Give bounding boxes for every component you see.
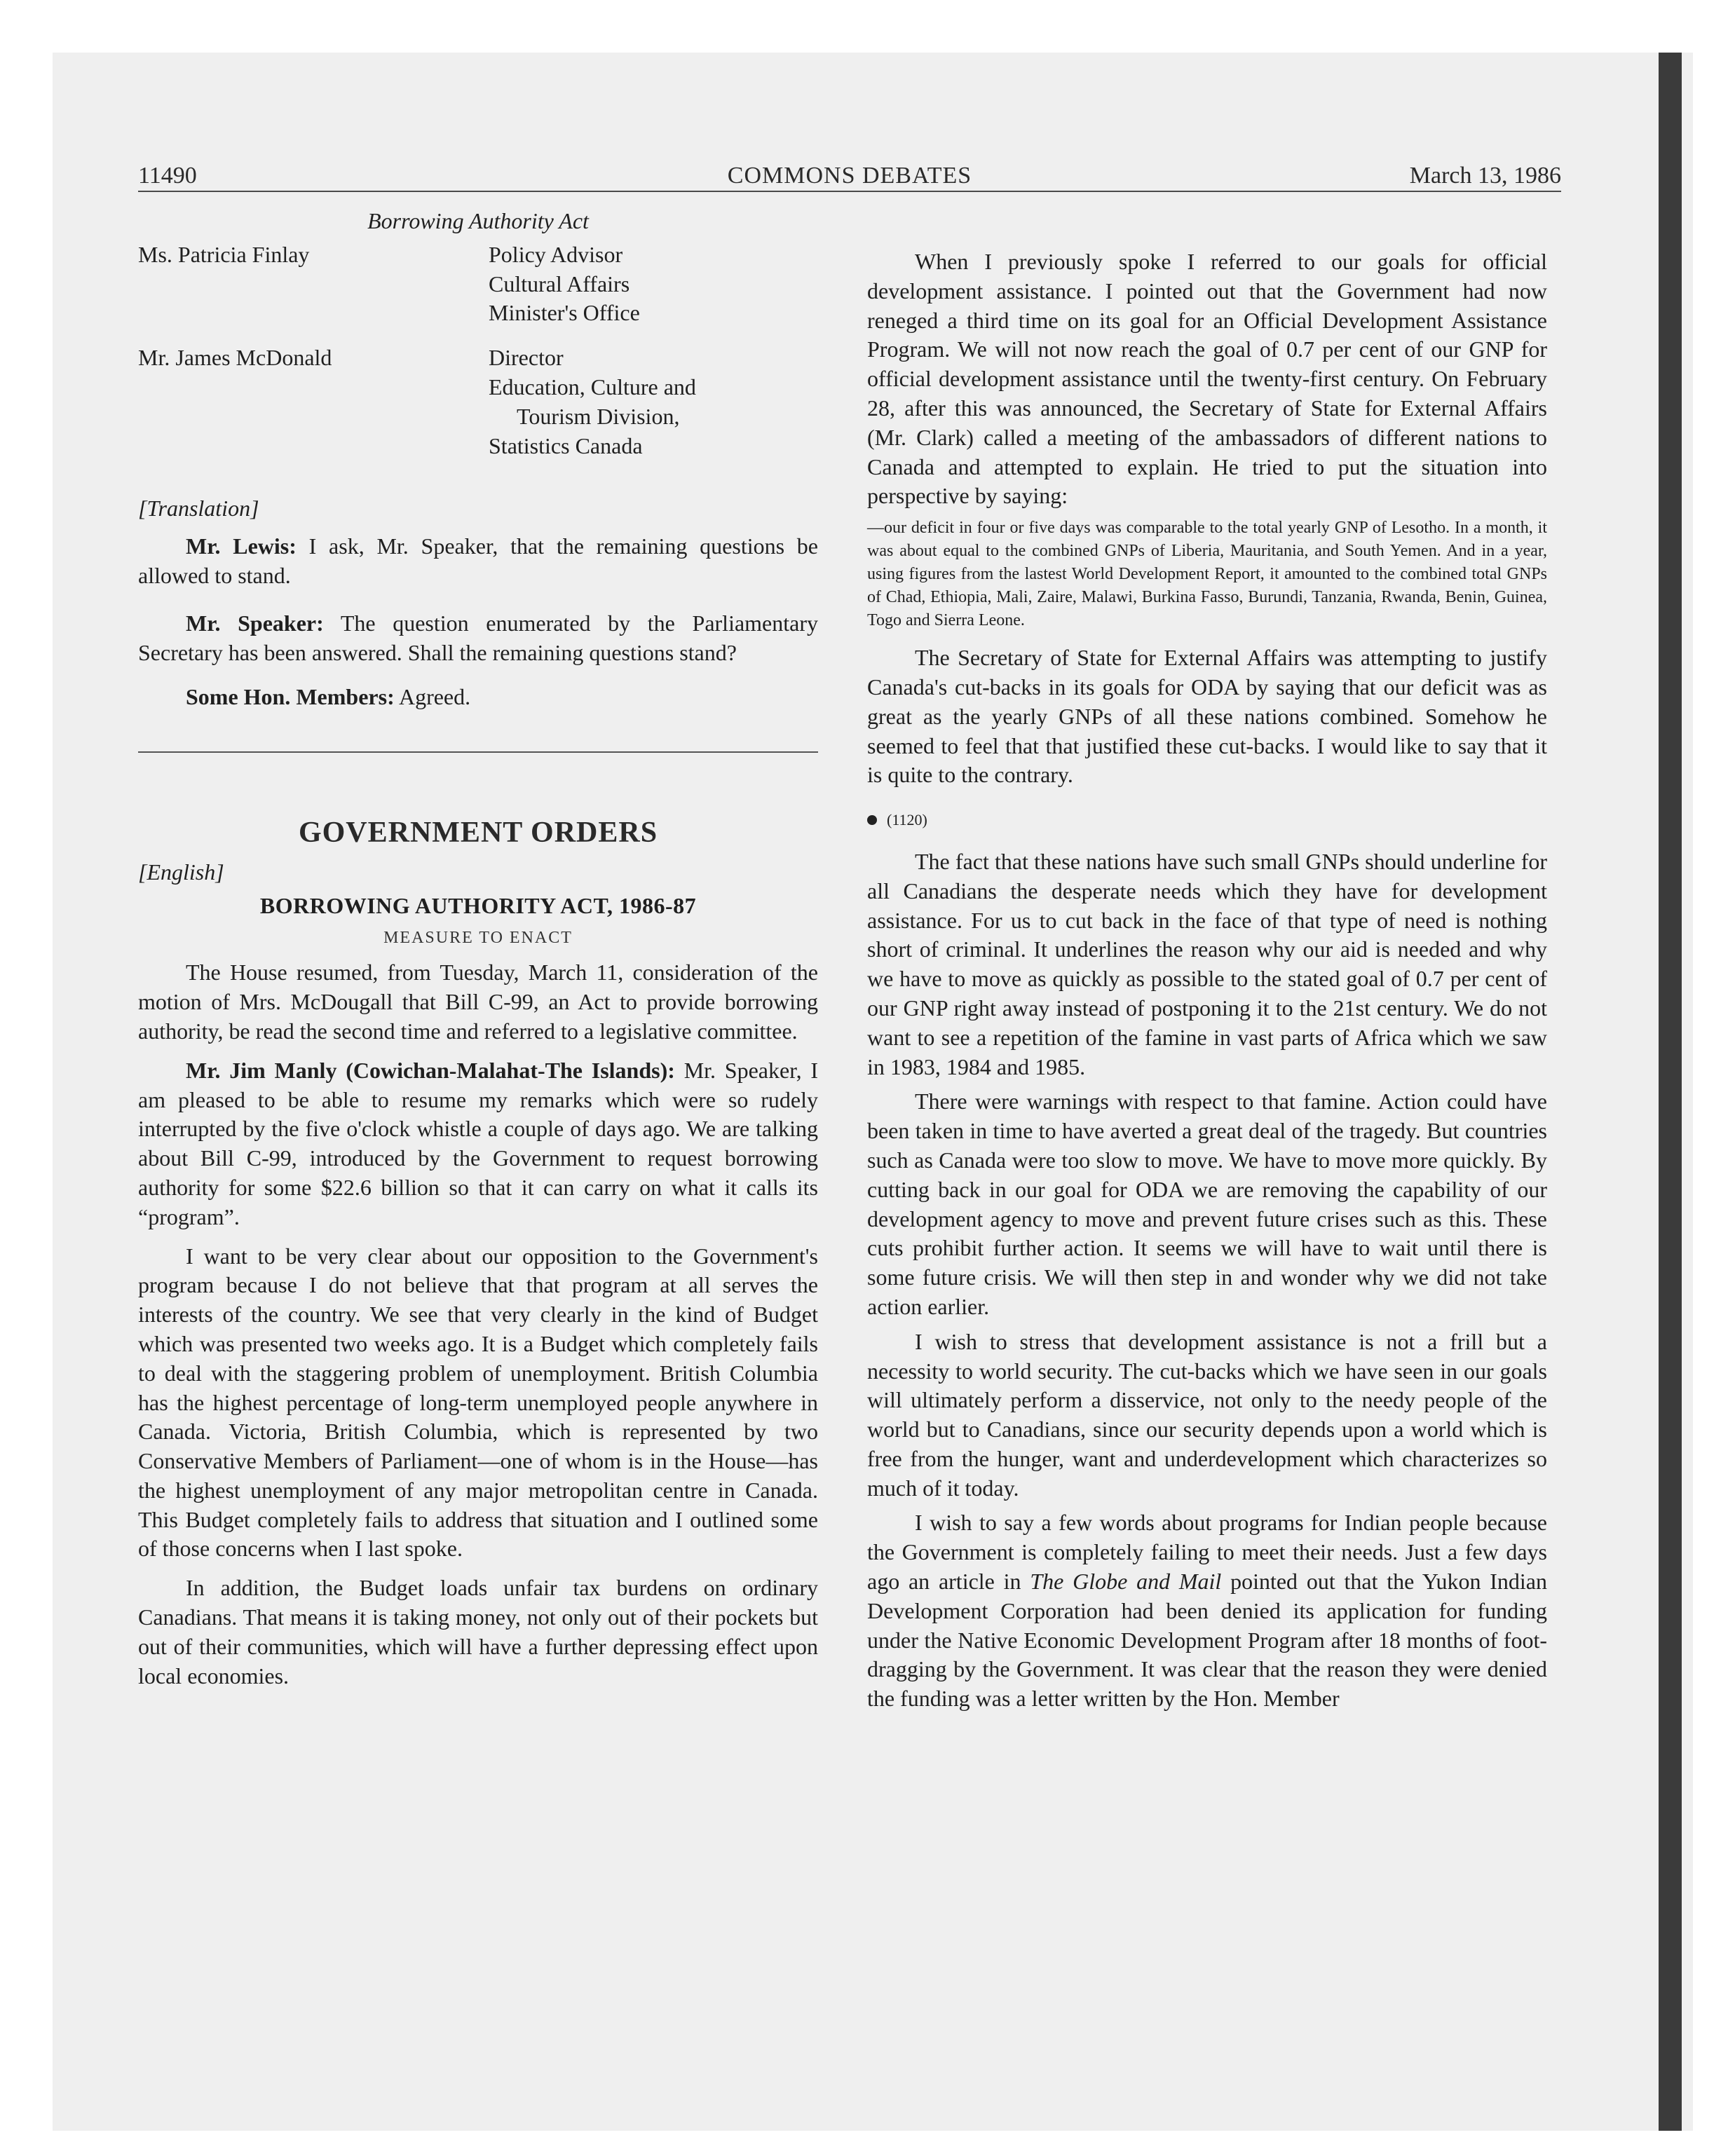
- page-edge-shadow: [1659, 53, 1682, 2131]
- witness-role: [489, 240, 640, 328]
- paragraph: I wish to stress that development assistance is not a frill but a necessity to world security. The cut-backs which we have seen in our goals will ultimately perform a disservice, not only to the needy people of the world but to Canadians, since our security depends upon a world which is free from the hunger, want and underdevelopment which characterizes so much of it today.: [867, 1328, 1547, 1501]
- role-line: Cultural Affairs: [489, 271, 630, 296]
- paragraph: The House resumed, from Tuesday, March 11, consideration of the motion of Mrs. McDougall that Bill C-99, an Act to provide borrowing authority, be read the second time and referred to a legislative committee.: [138, 960, 818, 1044]
- speech-members: [138, 683, 818, 712]
- paragraph: The fact that these nations have such small GNPs should underline for all Canadians the desperate needs which they have for development assistance. For us to cut back in the face of that type of need is nothing short of criminal. It underlines the reason why our aid is needed and why we have to move as quickly as possible to the stated goal of 0.7 per cent of our GNP right away instead of postponing it to the 21st century. We do not want to see a repetition of the famine in vast parts of Africa which we saw in 1983, 1984 and 1985.: [867, 848, 1547, 1079]
- role-line: Education, Culture and: [489, 374, 696, 400]
- witness-role: [489, 343, 696, 460]
- speaker-name: Mr. Jim Manly (Cowichan-Malahat-The Islands):: [186, 1057, 675, 1083]
- publication-title: COMMONS DEBATES: [727, 163, 972, 189]
- bullet-icon: [867, 815, 877, 825]
- paragraph: There were warnings with respect to that famine. Action could have been taken in time to have averted a great deal of the tragedy. But countries such as Canada were too slow to move. We have to move more quickly. By cutting back in our goal for ODA we are removing the capability of our development agency to move and prevent future crises such as this. These cuts prohibit further action. It seems we will have to wait until there is some future crisis. We will then step in and wonder why we did not take action earlier.: [867, 1089, 1547, 1319]
- speech-text: I ask, Mr. Speaker, that the remaining questions be allowed to stand.: [138, 533, 819, 588]
- paragraph: [867, 1508, 1547, 1714]
- role-line: Tourism Division,: [517, 403, 680, 429]
- bill-title: BORROWING AUTHORITY ACT, 1986-87: [259, 892, 697, 918]
- header-rule: [138, 191, 1561, 192]
- speech-manly: [138, 1056, 818, 1232]
- page-number: 11490: [138, 163, 197, 189]
- header-date: March 13, 1986: [1409, 163, 1561, 189]
- speech-text: Agreed.: [394, 684, 471, 710]
- role-line: Director: [489, 345, 564, 371]
- speech-text: Mr. Speaker, I am pleased to be able to resume my remarks which were so rudely interrupted by the five o'clock whistle a couple of days ago. We are talking about Bill C-99, introduced by the Government to request borrowing authority for some $22.6 billion so that it can carry on what it calls its “program”.: [138, 1057, 819, 1229]
- paragraph: The Secretary of State for External Affairs was attempting to justify Canada's cut-backs in its goals for ODA by saying that our deficit was as great as the yearly GNPs of all these nations combined. Somehow he seemed to feel that that justified these cut-backs. I would like to say that it is quite to the contrary.: [867, 645, 1547, 788]
- speaker-name: Some Hon. Members:: [186, 684, 395, 710]
- witness-row: [138, 343, 818, 460]
- speaker-name: Mr. Lewis:: [186, 533, 297, 559]
- witness-name: Ms. Patricia Finlay: [138, 241, 310, 267]
- role-line: Statistics Canada: [489, 432, 643, 458]
- block-quote: —our deficit in four or five days was comparable to the total yearly GNP of Lesotho. In a month, it was about equal to the combined GNPs of Liberia, Mauritania, and South Yemen. And in a year, using figures from the lastest World Development Report, it amounted to the combined total GNPs of Chad, Ethiopia, Mali, Zaire, Malawi, Burkina Fasso, Burundi, Tanzania, Rwanda, Benin, Guinea, Togo and Sierra Leone.: [867, 519, 1547, 630]
- witness-name: Mr. James McDonald: [138, 345, 332, 371]
- english-tag: [English]: [138, 859, 224, 885]
- role-line: Policy Advisor: [489, 241, 623, 267]
- role-line: Minister's Office: [489, 300, 640, 326]
- measure-subheading: MEASURE TO ENACT: [383, 928, 573, 947]
- witness-row: [138, 240, 818, 328]
- speaker-name: Mr. Speaker:: [186, 610, 324, 636]
- text-span: I wish to say a few words about programs for Indian people because the Government is completely failing to meet their needs. Just a few days ago an article in: [867, 1510, 1547, 1595]
- paragraph: I want to be very clear about our opposition to the Government's program because I do not believe that that program at all serves the interests of the country. We see that very clearly in the kind of Budget which was presented two weeks ago. It is a Budget which completely fails to deal with the staggering problem of unemployment. British Columbia has the highest percentage of long-term unemployed people anywhere in Canada. Victoria, British Columbia, which is represented by two Conservative Members of Parliament—one of whom is in the House—has the highest unemployment of any major metropolitan centre in Canada. This Budget completely fails to address that situation and I outlined some of those concerns when I last spoke.: [138, 1243, 818, 1562]
- section-separator: [138, 751, 818, 753]
- time-code: (1120): [887, 811, 927, 829]
- paragraph: When I previously spoke I referred to our goals for official development assistance. I pointed out that the Government had now reneged a third time on its goal for an Official Development Assistance Program. We will not now reach the goal of 0.7 per cent of our GNP for official development assistance until the twenty-first century. On February 28, after this was announced, the Secretary of State for External Affairs (Mr. Clark) called a meeting of the ambassadors of different nations to Canada and attempted to explain. He tried to put the situation into perspective by saying:: [867, 249, 1547, 509]
- paragraph: In addition, the Budget loads unfair tax burdens on ordinary Canadians. That means it is taking money, not only out of their pockets but out of their communities, which will have a further depressing effect upon local economies.: [138, 1575, 818, 1688]
- speech-lewis: [138, 532, 818, 591]
- section-heading: GOVERNMENT ORDERS: [298, 817, 658, 850]
- newspaper-title: The Globe and Mail: [1030, 1569, 1222, 1595]
- text-span: pointed out that the Yukon Indian Development Corporation had been denied its application for funding under the Native Economic Development Program after 18 months of foot-dragging by the Government. It was clear that the reason they were denied the funding was a letter written by the Hon. Member: [867, 1569, 1548, 1712]
- witness-heading: Borrowing Authority Act: [367, 208, 589, 233]
- translation-tag: [Translation]: [138, 496, 259, 521]
- left-column: [138, 207, 818, 1700]
- speech-text: The question enumerated by the Parliamentary Secretary has been answered. Shall the remaining questions stand?: [138, 610, 819, 665]
- time-marker: [867, 805, 1547, 835]
- speech-speaker: [138, 609, 818, 668]
- right-column: [867, 207, 1547, 1719]
